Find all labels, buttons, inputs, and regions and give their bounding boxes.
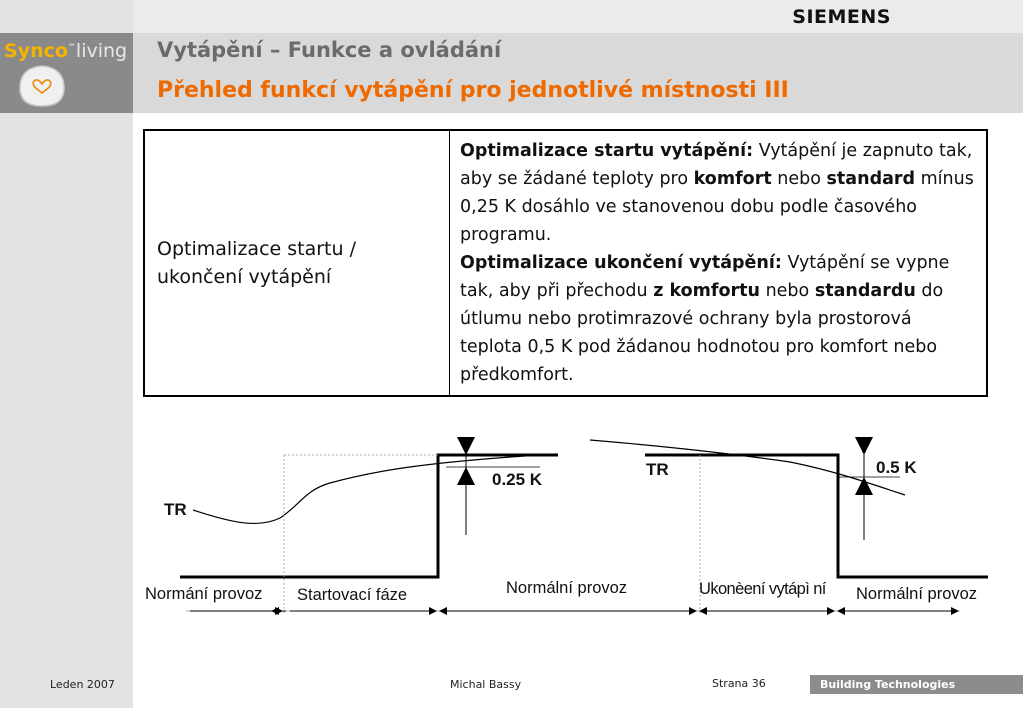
- logo-tm: ™: [67, 42, 76, 52]
- footer-page-number: Strana 36: [712, 677, 766, 690]
- phase-label-normal-3: Normální provoz: [856, 585, 978, 603]
- page-subtitle: Přehled funkcí vytápění pro jednotlivé místnosti III: [157, 78, 789, 103]
- logo-suffix: living: [75, 40, 128, 62]
- tr-label-right: TR: [646, 460, 669, 479]
- desc-text: Vytápění je zapnuto tak, aby se žádané teploty pro: [460, 141, 973, 189]
- arrow-down-icon: [457, 437, 475, 455]
- room-temp-curve-right: [590, 440, 905, 495]
- tr-label-left: TR: [164, 500, 187, 519]
- phase-label-start: Startovací fáze: [297, 586, 408, 604]
- footer-author: Michal Bassy: [450, 678, 522, 691]
- footer-division: Building Technologies: [820, 678, 956, 691]
- delta-label-right: 0.5 K: [876, 458, 917, 477]
- desc-bold: z komfortu: [653, 281, 760, 301]
- phase-label-normal-2: Normální provoz: [506, 579, 628, 597]
- stop-optimization-heading: Optimalizace ukončení vytápění:: [460, 253, 782, 273]
- arrow-up-icon: [457, 467, 475, 485]
- page-title: Vytápění – Funkce a ovládání: [157, 38, 502, 62]
- phase-label-normal-1: Normání provoz: [145, 585, 263, 603]
- function-name-cell: Optimalizace startu / ukončení vytápění: [144, 130, 450, 396]
- desc-bold: standard: [826, 169, 916, 189]
- desc-text: Vytápění se vypne tak, aby při přechodu: [460, 253, 950, 301]
- setpoint-step-right: [645, 455, 988, 577]
- logo-brand: Synco: [4, 40, 68, 62]
- phase-label-stop: Ukonèení vytápì ní: [699, 580, 826, 598]
- arrow-down-icon: [855, 437, 873, 455]
- desc-text: nebo: [771, 169, 827, 189]
- siemens-brand: SIEMENS: [792, 6, 891, 28]
- desc-text: do útlumu nebo protimrazové ochrany byla prostorová teplota 0,5 K pod žádanou hodnotou pro komfort nebo předkomfort.: [460, 281, 944, 385]
- desc-bold: komfort: [693, 169, 772, 189]
- footer-date: Leden 2007: [50, 678, 115, 691]
- desc-text: mínus 0,25 K dosáhlo ve stanovenou dobu podle časového programu.: [460, 169, 974, 245]
- desc-text: nebo: [760, 281, 815, 301]
- desc-bold: standardu: [814, 281, 916, 301]
- delta-label-left: 0.25 K: [492, 470, 543, 489]
- start-optimization-heading: Optimalizace startu vytápění:: [460, 141, 754, 161]
